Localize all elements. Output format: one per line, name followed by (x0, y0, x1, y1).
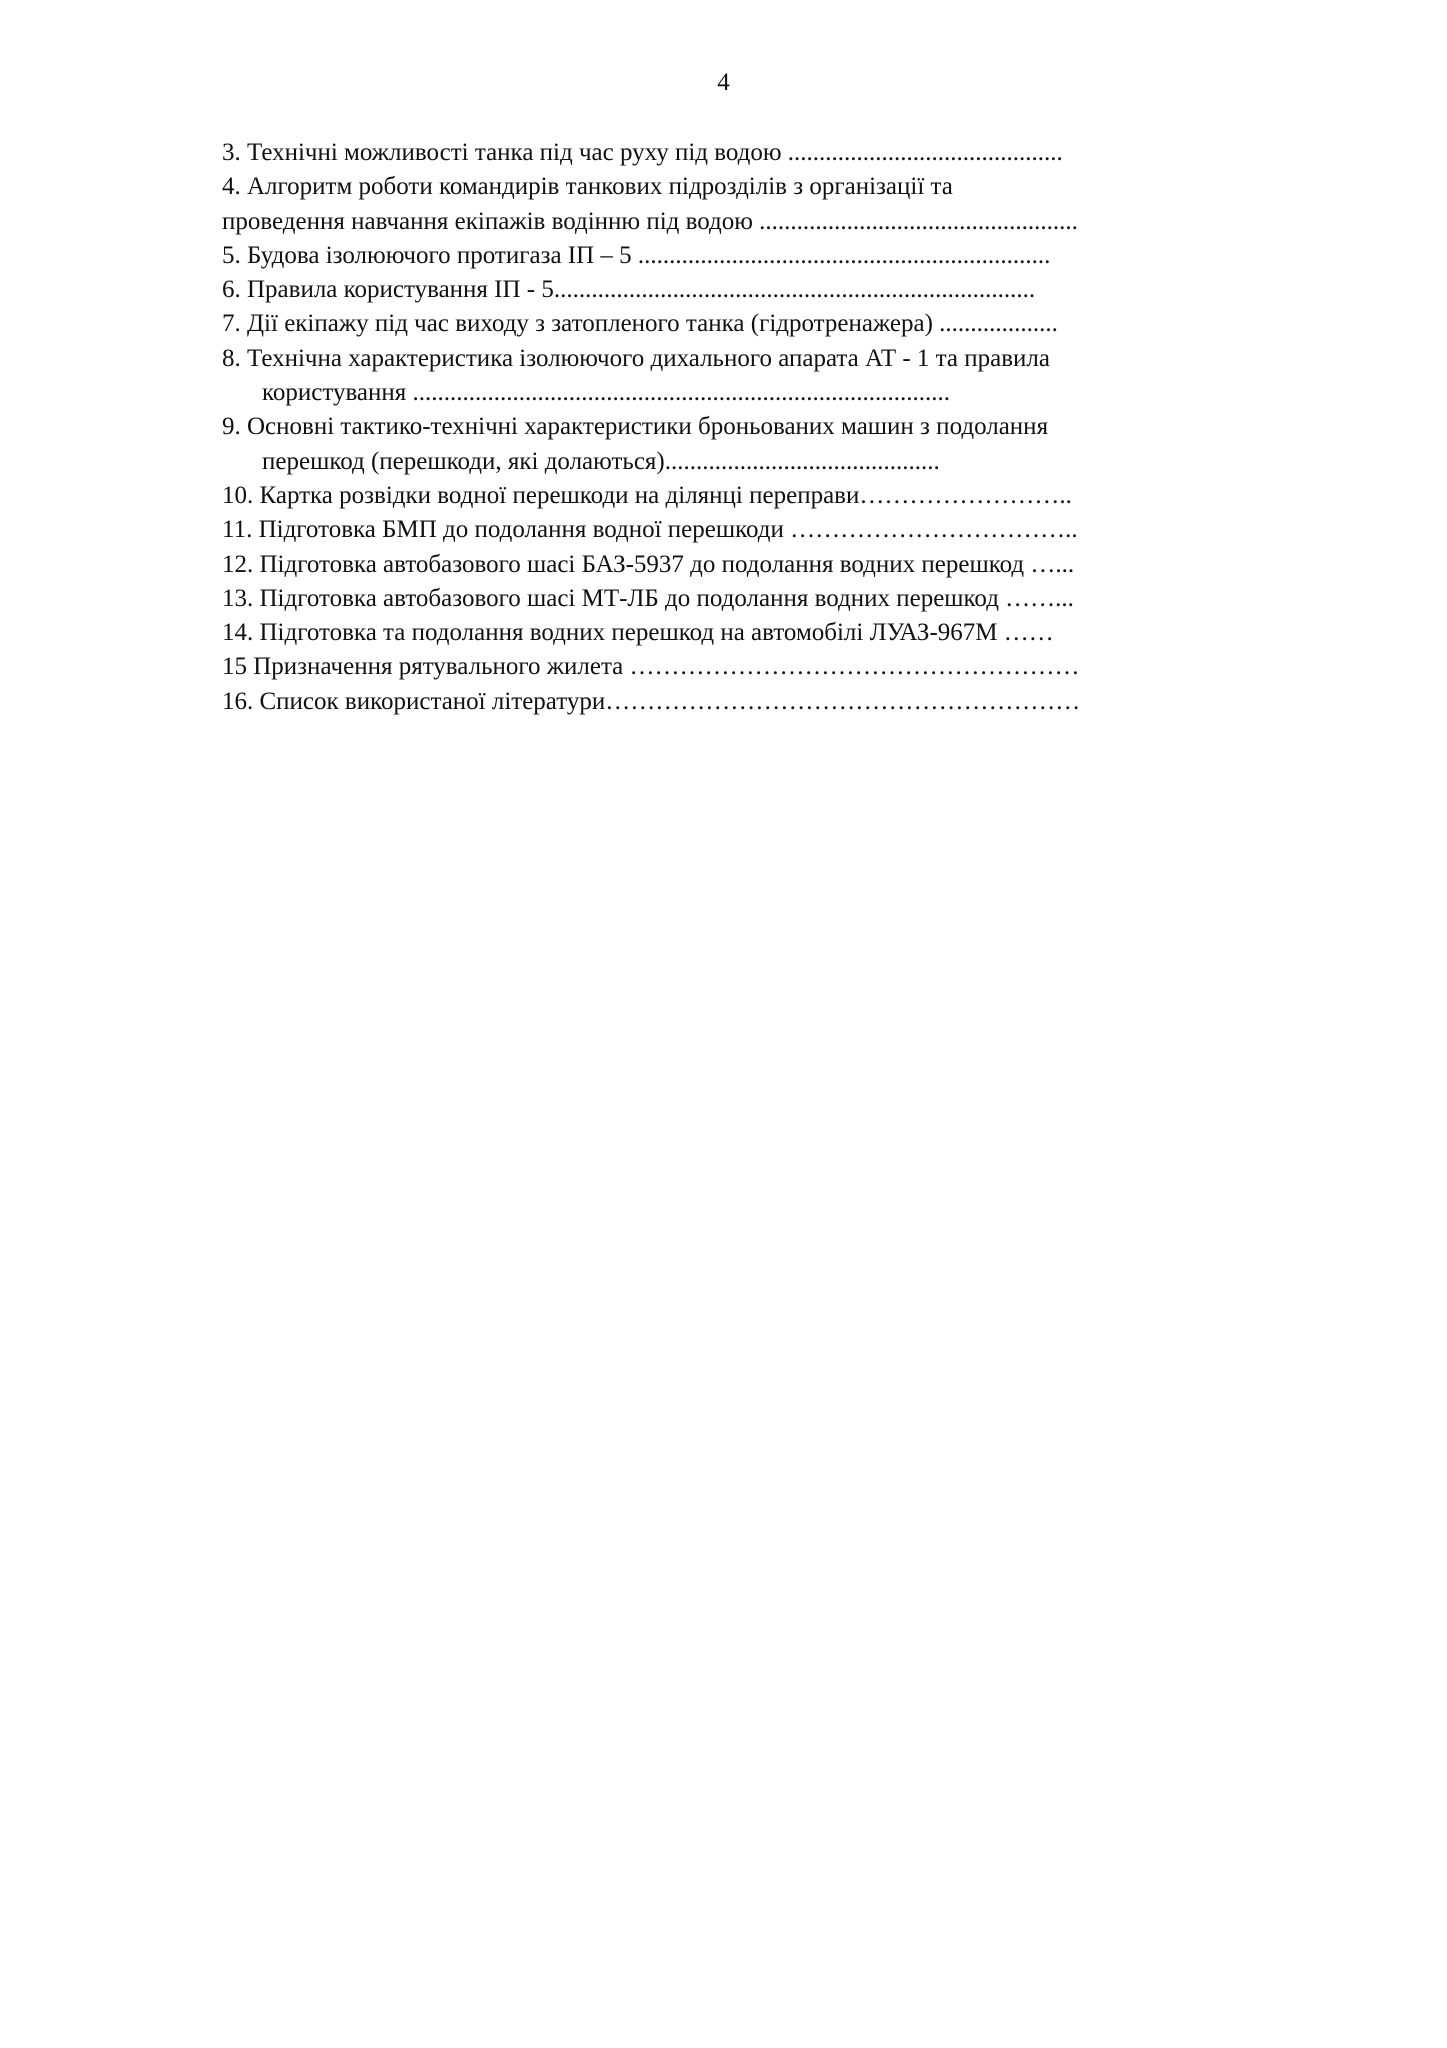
toc-line: 13. Підготовка автобазового шасі МТ-ЛБ до подолання водних перешкод ……... (222, 584, 1074, 612)
toc-line: 12. Підготовка автобазового шасі БАЗ-5937 до подолання водних перешкод …... (222, 550, 1075, 578)
toc-line: 3. Технічні можливості танка під час руху під водою ............................................ (222, 139, 1063, 166)
page-number: 4 (717, 69, 730, 96)
toc-line: 11. Підготовка БМП до подолання водної перешкоди …………………………….. (222, 516, 1078, 544)
toc-line: перешкод (перешкоди, які долаються)............................................ (262, 447, 940, 475)
toc-line: 10. Картка розвідки водної перешкоди на ділянці переправи…………………….. (222, 481, 1072, 509)
table-of-contents (222, 136, 1262, 719)
toc-line: 8. Технічна характеристика ізолюючого дихального апарата АТ - 1 та правила (222, 344, 1050, 372)
toc-line: 4. Алгоритм роботи командирів танкових підрозділів з організації та (222, 173, 953, 201)
toc-line: 5. Будова ізолюючого протигаза ІП – 5 .................................................................. (222, 241, 1051, 269)
toc-line: 9. Основні тактико-технічні характеристики броньованих машин з подолання (222, 413, 1049, 441)
toc-line: проведення навчання екіпажів водінню під водою ................................................... (222, 207, 1078, 235)
toc-line: 7. Дії екіпажу під час виходу з затопленого танка (гідротренажера) ................... (222, 310, 1058, 338)
toc-line: 16. Список використаної літератури………………………………………………… (222, 687, 1081, 715)
toc-line: 14. Підготовка та подолання водних перешкод на автомобілі ЛУАЗ-967М …… (222, 619, 1054, 647)
toc-line: 6. Правила користування ІП - 5............................................................................. (222, 276, 1036, 304)
toc-line: користування ...................................................................................... (262, 379, 951, 407)
toc-line: 15 Призначення рятувального жилета ……………………………………………… (222, 653, 1080, 681)
